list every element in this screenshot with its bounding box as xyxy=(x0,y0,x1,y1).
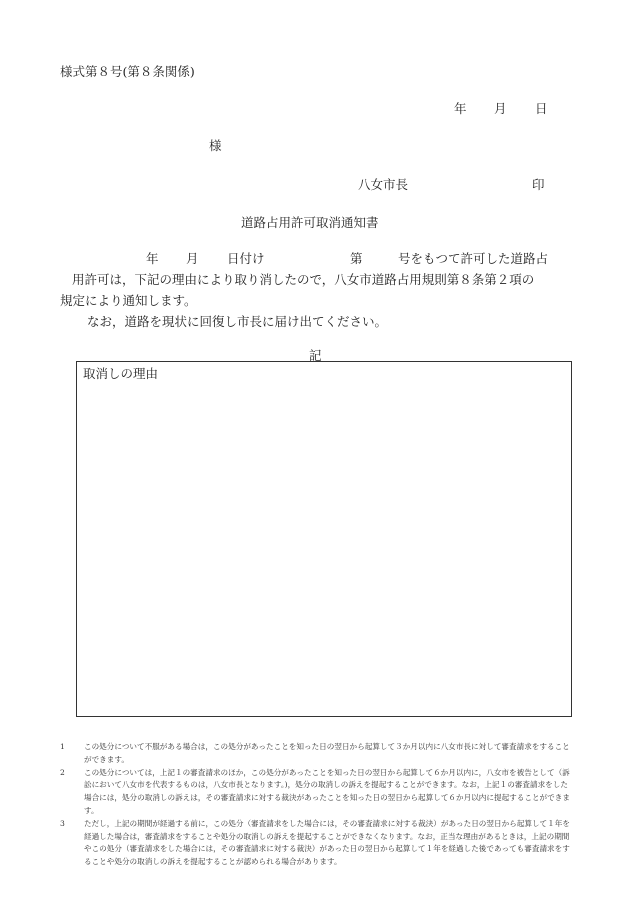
permit-year-label: 年 xyxy=(146,251,159,266)
form-number: 様式第８号(第８条関係) xyxy=(60,64,195,79)
reason-box-label: 取消しの理由 xyxy=(83,366,159,381)
notes-section xyxy=(60,741,572,869)
issuer-name: 八女市長 xyxy=(358,177,409,192)
permit-dai-label: 第 xyxy=(350,251,363,266)
permit-month-label: 月 xyxy=(186,251,199,266)
body-line-2: 用許可は，下記の理由により取り消したので，八女市道路占用規則第８条第２項の xyxy=(72,272,535,287)
reason-box xyxy=(76,361,572,717)
date-year-label: 年 xyxy=(454,101,467,116)
document-title: 道路占用許可取消通知書 xyxy=(241,215,379,230)
note-text: この処分について不服がある場合は，この処分があったことを知った日の翌日から起算して３か月以内に八女市長に対して審査請求をすることができます。 xyxy=(84,742,570,764)
note-text: この処分については，上記１の審査請求のほか，この処分があったことを知った日の翌日から起算して６か月以内に，八女市を被告として（訴訟において八女市を代表するものは，八女市長となります。)，処分の取消しの訴えを提起することができます。なお，上記１の審査請求をした場合には，処分の取消しの訴えは，その審査請求に対する裁決があったことを知った日の翌日から起算して６か月以内に提起することができます。 xyxy=(84,767,570,815)
ki-heading: 記 xyxy=(309,348,322,363)
note-number: 3 xyxy=(60,818,65,828)
note-text: ただし，上記の期間が経過する前に，この処分（審査請求をした場合には，その審査請求に対する裁決）があった日の翌日から起算して１年を経過した場合は，審査請求をすることや処分の取消しの訴えを提起することができなくなります。なお，正当な理由があるときは，上記の期間やこの処分（審査請求をした場合には，その審査請求に対する裁決）があった日の翌日から起算して１年を経過した後であっても審査請求をすることや処分の取消しの訴えを提起することが認められる場合があります。 xyxy=(84,818,570,867)
permit-day-label: 日付け xyxy=(227,251,265,266)
note-number: 1 xyxy=(60,742,65,751)
addressee-suffix: 様 xyxy=(209,138,222,153)
date-month-label: 月 xyxy=(494,101,507,116)
date-day-label: 日 xyxy=(535,101,548,116)
issuer-seal: 印 xyxy=(532,177,545,192)
body-line-3: 規定により通知します。 xyxy=(60,293,197,308)
note-number: 2 xyxy=(60,767,65,777)
note-item xyxy=(60,818,572,869)
permit-go-text: 号をもつて許可した道路占 xyxy=(398,251,549,266)
note-item xyxy=(60,741,572,767)
note-item xyxy=(60,767,572,818)
body-paragraph-2: なお，道路を現状に回復し市長に届け出てください。 xyxy=(87,314,388,329)
